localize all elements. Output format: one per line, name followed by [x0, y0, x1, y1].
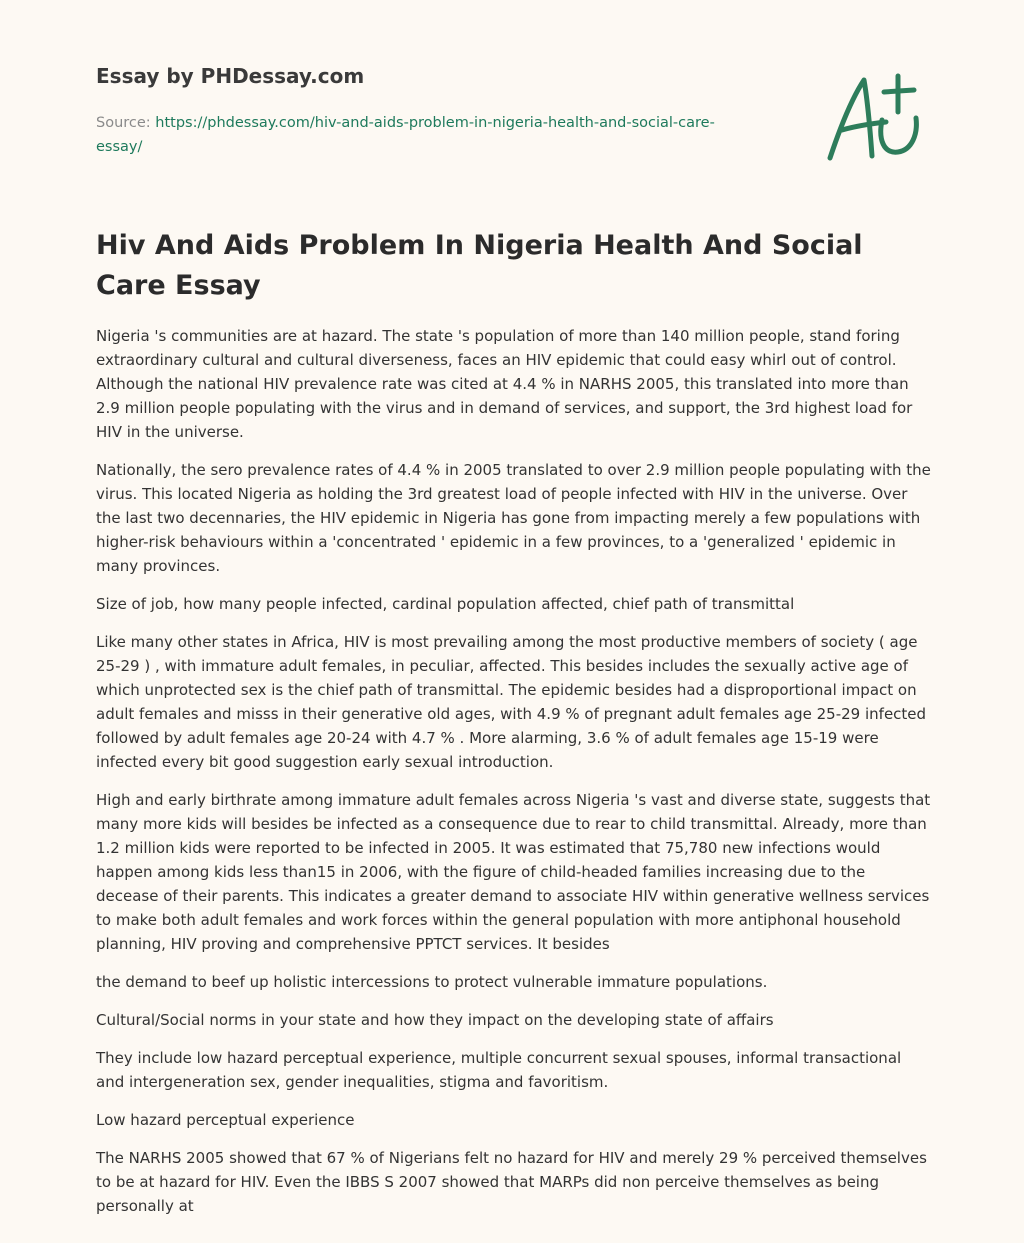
essay-paragraph: High and early birthrate among immature adult females across Nigeria 's vast and diverse state, suggests that many more kids will besides be infected as a consequence due to rear to child transmittal. Already, more than 1.2 million kids were reported to be infected in 2005. It was estimated that 75,780 new infections would happen among kids less than15 in 2006, with the figure of child-headed families increasing due to the decease of their parents. This indicates a greater demand to associate HIV within generative wellness services to make both adult females and work forces within the general population with more antiphonal household planning, HIV proving and comprehensive PPTCT services. It besides	[96, 791, 931, 953]
source-line	[96, 111, 756, 159]
essay-paragraph: the demand to beef up holistic intercessions to protect vulnerable immature populations.	[96, 973, 768, 991]
essay-paragraph: The NARHS 2005 showed that 67 % of Nigerians felt no hazard for HIV and merely 29 % perceived themselves to be at hazard for HIV. Even the IBBS S 2007 showed that MARPs did non perceive themselves as being personally at	[96, 1149, 927, 1215]
essay-paragraph: Cultural/Social norms in your state and how they impact on the developing state of affairs	[96, 1011, 774, 1029]
essay-body	[96, 324, 932, 1232]
essay-paragraph: Nationally, the sero prevalence rates of 4.4 % in 2005 translated to over 2.9 million people populating with the virus. This located Nigeria as holding the 3rd greatest load of people infected with HIV in the universe. Over the last two decennaries, the HIV epidemic in Nigeria has gone from impacting merely a few populations with higher-risk behaviours within a 'concentrated ' epidemic in a few provinces, to a 'generalized ' epidemic in many provinces.	[96, 461, 931, 575]
essay-paragraph: Size of job, how many people infected, cardinal population affected, chief path of transmittal	[96, 595, 795, 613]
essay-paragraph: They include low hazard perceptual experience, multiple concurrent sexual spouses, informal transactional and intergeneration sex, gender inequalities, stigma and favoritism.	[96, 1049, 902, 1091]
site-title: Essay by PHDessay.com	[96, 64, 365, 88]
essay-paragraph: Nigeria 's communities are at hazard. The state 's population of more than 140 million people, stand foring extraordinary cultural and cultural diverseness, faces an HIV epidemic that could easy whirl out of control. Although the national HIV prevalence rate was cited at 4.4 % in NARHS 2005, this translated into more than 2.9 million people populating with the virus and in demand of services, and support, the 3rd highest load for HIV in the universe.	[96, 327, 913, 441]
source-label: Source:	[96, 115, 151, 131]
essay-paragraph: Like many other states in Africa, HIV is most prevailing among the most productive members of society ( age 25-29 ) , with immature adult females, in peculiar, affected. This besides includes the sexually active age of which unprotected sex is the chief path of transmittal. The epidemic besides had a disproportional impact on adult females and misss in their generative old ages, with 4.9 % of pregnant adult females age 25-29 infected followed by adult females age 20-24 with 4.7 % . More alarming, 3.6 % of adult females age 15-19 were infected every bit good suggestion early sexual introduction.	[96, 633, 927, 771]
a-plus-logo-icon	[820, 68, 930, 168]
source-link[interactable]: https://phdessay.com/hiv-and-aids-problem-in-nigeria-health-and-social-care-essay/	[96, 115, 715, 155]
essay-title: Hiv And Aids Problem In Nigeria Health And Social Care Essay	[96, 230, 863, 301]
essay-paragraph: Low hazard perceptual experience	[96, 1111, 355, 1129]
